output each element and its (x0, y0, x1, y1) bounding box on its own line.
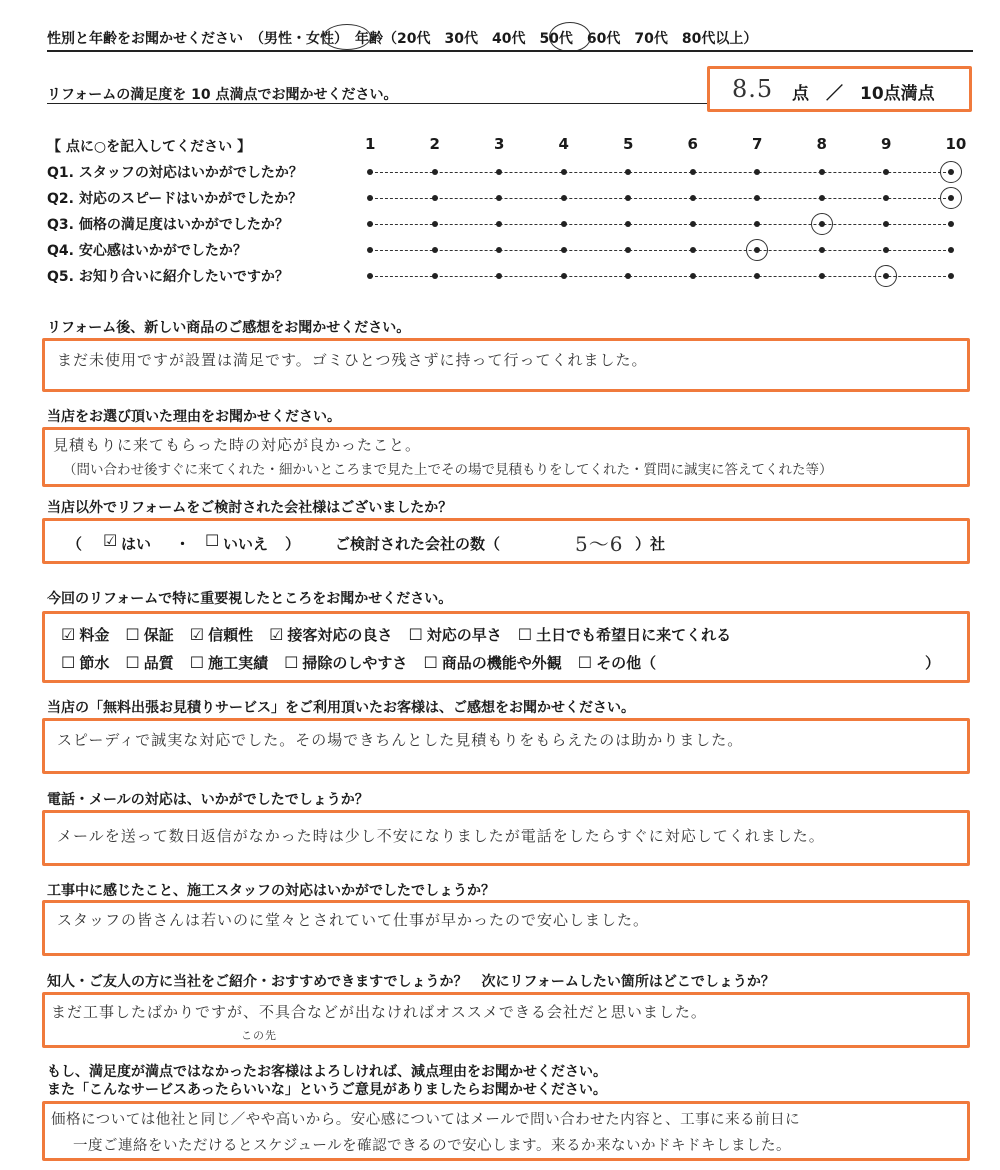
rating-dot-q1-7[interactable] (754, 169, 760, 175)
priority-label: 料金 (79, 626, 110, 644)
recommend-answer: まだ工事したばかりですが、不具合などが出なければオススメできる会社だと思いました。 (51, 1003, 707, 1021)
phone-mail-answer: メールを送って数日返信がなかった時は少し不安になりましたが電話をしたらすぐに対応してくれました。 (57, 827, 825, 845)
estimate-service-question: 当店の「無料出張お見積りサービス」をご利用頂いたお客様は、ご感想をお聞かせください。 (47, 700, 635, 716)
improvement-question-1: もし、満足度が満点ではなかったお客様はよろしければ、減点理由をお聞かせください。 (47, 1064, 607, 1080)
scale-number-2: 2 (429, 135, 440, 153)
rating-dot-q4-8[interactable] (819, 247, 825, 253)
reason-answer-box[interactable] (42, 427, 970, 487)
rating-dot-q1-5[interactable] (625, 169, 631, 175)
oc-separator: ・ (175, 535, 191, 553)
rating-dot-q5-7[interactable] (754, 273, 760, 279)
rating-dot-q3-4[interactable] (561, 221, 567, 227)
construction-answer: スタッフの皆さんは若いのに堂々とされていて仕事が早かったので安心しました。 (57, 911, 650, 929)
rating-dot-q3-9[interactable] (883, 221, 889, 227)
rating-dot-q1-2[interactable] (432, 169, 438, 175)
improvement-answer-box[interactable] (42, 1101, 970, 1161)
rating-question-q5: Q5. お知り合いに紹介したいですか？ (47, 269, 289, 285)
satisfaction-prompt: リフォームの満足度を 10 点満点でお聞かせください。 (47, 87, 398, 103)
priority-option[interactable] (269, 626, 392, 644)
rating-dot-q5-4[interactable] (561, 273, 567, 279)
reason-answer-line1: 見積もりに来てもらった時の対応が良かったこと。 (53, 436, 422, 454)
priorities-box (42, 611, 970, 683)
rating-dot-q5-2[interactable] (432, 273, 438, 279)
checked-box-icon[interactable]: ☑ (269, 625, 284, 644)
priority-label: 施工実績 (208, 654, 269, 672)
no-checkbox[interactable]: ☐ (205, 531, 220, 550)
satisfaction-underline (47, 103, 707, 104)
priority-label: 対応の早さ (426, 626, 502, 644)
rating-dot-q3-10[interactable] (948, 221, 954, 227)
priority-label: 掃除のしやすさ (302, 654, 408, 672)
checked-box-icon[interactable]: ☑ (61, 625, 76, 644)
rating-dot-q4-4[interactable] (561, 247, 567, 253)
priorities-question: 今回のリフォームで特に重要視したところをお聞かせください。 (47, 591, 453, 607)
score-value: 8.5 (732, 75, 774, 103)
recommend-insert-note: この先 (241, 1029, 277, 1042)
rating-dot-q1-4[interactable] (561, 169, 567, 175)
rating-question-q2: Q2. 対応のスピードはいかがでしたか？ (47, 191, 303, 207)
rating-dot-q4-1[interactable] (367, 247, 373, 253)
scale-number-10: 10 (945, 135, 967, 153)
rating-dot-q4-10[interactable] (948, 247, 954, 253)
rating-dot-q3-1[interactable] (367, 221, 373, 227)
rating-dot-q4-5[interactable] (625, 247, 631, 253)
impression-answer-box[interactable] (42, 338, 970, 392)
oc-open-paren: （ (67, 535, 83, 553)
rating-dot-q5-10[interactable] (948, 273, 954, 279)
recommend-question: 知人・ご友人の方に当社をご紹介・おすすめできますでしょうか？ 次にリフォームしたい箇所はどこでしょうか？ (47, 974, 775, 990)
rating-question-q1: Q1. スタッフの対応はいかがでしたか？ (47, 165, 303, 181)
priorities-row-1 (61, 624, 747, 645)
scale-number-4: 4 (558, 135, 569, 153)
rating-dot-q2-8[interactable] (819, 195, 825, 201)
yes-label: はい (121, 535, 152, 553)
impression-answer: まだ未使用ですが設置は満足です。ゴミひとつ残さずに持って行ってくれました。 (57, 351, 648, 369)
header-divider (47, 50, 973, 52)
estimate-service-answer: スピーディで誠実な対応でした。その場できちんとした見積もりをもらえたのは助かりました。 (57, 731, 744, 749)
priority-label: 信頼性 (208, 626, 254, 644)
rating-selected-circle-q1 (940, 161, 962, 183)
priority-label: 節水 (79, 654, 110, 672)
scale-number-6: 6 (687, 135, 698, 153)
company-count-value: 5〜6 (575, 532, 624, 556)
checkbox-icon[interactable]: ☐ (125, 653, 140, 672)
score-box (707, 66, 972, 112)
other-close-paren: ） (925, 654, 941, 672)
priority-label: 保証 (143, 626, 174, 644)
priority-option[interactable] (125, 654, 173, 672)
checkbox-icon[interactable]: ☐ (61, 653, 76, 672)
priority-label: その他（ (596, 654, 657, 672)
rating-dot-q3-7[interactable] (754, 221, 760, 227)
priority-option[interactable] (408, 626, 501, 644)
priority-option[interactable] (284, 654, 407, 672)
checkbox-icon[interactable]: ☐ (189, 653, 205, 672)
construction-question: 工事中に感じたこと、施工スタッフの対応はいかがでしたでしょうか？ (47, 883, 495, 899)
construction-answer-box[interactable] (42, 900, 970, 956)
other-companies-question: 当店以外でリフォームをご検討された会社様はございましたか？ (47, 500, 453, 516)
rating-dot-q4-3[interactable] (496, 247, 502, 253)
checkbox-icon[interactable]: ☐ (408, 625, 423, 644)
rating-selected-circle-q4 (746, 239, 768, 261)
rating-dot-q2-1[interactable] (367, 195, 373, 201)
oc-close-paren: ） (285, 535, 301, 553)
recommend-answer-box[interactable] (42, 992, 970, 1048)
checkbox-icon[interactable]: ☐ (284, 653, 299, 672)
priority-label: 土日でも希望日に来てくれる (536, 626, 732, 644)
rating-dot-q5-8[interactable] (819, 273, 825, 279)
rating-scale-line (370, 250, 951, 251)
rating-question-q3: Q3. 価格の満足度はいかがでしたか？ (47, 217, 289, 233)
rating-dot-q1-8[interactable] (819, 169, 825, 175)
rating-dot-q2-6[interactable] (690, 195, 696, 201)
rating-dot-q4-2[interactable] (432, 247, 438, 253)
priority-option[interactable] (61, 626, 109, 644)
no-label: いいえ (223, 535, 269, 553)
rating-dot-q4-6[interactable] (690, 247, 696, 253)
priority-option[interactable] (125, 626, 173, 644)
gender-age-question: 性別と年齢をお聞かせください （男性・女性） 年齢（20代 30代 40代 50代 60代 70代 80代以上） (47, 31, 758, 47)
rating-dot-q3-2[interactable] (432, 221, 438, 227)
reason-answer-line2: （問い合わせ後すぐに来てくれた・細かいところまで見た上でその場で見積もりをしてくれた・質問に誠実に答えてくれた等） (63, 462, 833, 478)
rating-dot-q1-3[interactable] (496, 169, 502, 175)
improvement-answer-line1: 価格については他社と同じ／やや高いから。安心感についてはメールで問い合わせた内容と、工事に来る前日に (51, 1112, 801, 1128)
priority-option[interactable] (518, 626, 731, 644)
phone-mail-answer-box[interactable] (42, 810, 970, 866)
scale-number-7: 7 (752, 135, 763, 153)
scale-number-1: 1 (365, 135, 376, 153)
rating-dot-q2-9[interactable] (883, 195, 889, 201)
priority-option[interactable] (190, 654, 268, 672)
rating-dot-q3-3[interactable] (496, 221, 502, 227)
rating-scale-line (370, 198, 951, 199)
rating-dot-q5-3[interactable] (496, 273, 502, 279)
rating-dot-q5-6[interactable] (690, 273, 696, 279)
estimate-service-answer-box[interactable] (42, 718, 970, 774)
phone-mail-question: 電話・メールの対応は、いかがでしたでしょうか？ (47, 792, 369, 808)
rating-dot-q2-7[interactable] (754, 195, 760, 201)
improvement-question-2: また「こんなサービスあったらいいな」というご意見がありましたらお聞かせください。 (47, 1082, 607, 1098)
priority-label: 品質 (143, 654, 174, 672)
checkbox-icon[interactable]: ☐ (423, 653, 438, 672)
yes-checkbox[interactable]: ☑ (103, 531, 118, 550)
rating-dot-q5-5[interactable] (625, 273, 631, 279)
score-suffix: 点 ／ 10点満点 (792, 84, 935, 104)
checkbox-icon[interactable]: ☐ (517, 625, 533, 644)
rating-instruction: 【 点に○を記入してください 】 (47, 139, 251, 155)
company-count-suffix: ）社 (635, 535, 666, 553)
rating-selected-circle-q2 (940, 187, 962, 209)
scale-number-9: 9 (881, 135, 892, 153)
scale-number-5: 5 (623, 135, 634, 153)
rating-dot-q4-9[interactable] (883, 247, 889, 253)
checked-box-icon[interactable]: ☑ (189, 625, 205, 644)
rating-dot-q2-4[interactable] (561, 195, 567, 201)
improvement-answer-line2: 一度ご連絡をいただけるとスケジュールを確認できるので安心します。来るか来ないかドキドキしました。 (73, 1138, 791, 1154)
reason-question: 当店をお選び頂いた理由をお聞かせください。 (47, 409, 341, 425)
rating-scale-line (370, 224, 951, 225)
rating-dot-q1-6[interactable] (690, 169, 696, 175)
female-circle-mark (323, 24, 371, 50)
priority-option[interactable] (578, 654, 656, 672)
age-40s-circle-mark (549, 22, 591, 52)
other-companies-box (42, 518, 970, 564)
priority-label: 接客対応の良さ (287, 626, 393, 644)
priority-option[interactable] (61, 654, 109, 672)
priorities-row-2 (61, 652, 672, 673)
priority-option[interactable] (190, 626, 253, 644)
scale-number-3: 3 (494, 135, 505, 153)
rating-selected-circle-q5 (875, 265, 897, 287)
checkbox-icon[interactable]: ☐ (125, 625, 140, 644)
company-count-label: ご検討された会社の数（ (335, 535, 501, 553)
rating-dot-q1-9[interactable] (883, 169, 889, 175)
checkbox-icon[interactable]: ☐ (577, 653, 593, 672)
rating-selected-circle-q3 (811, 213, 833, 235)
rating-dot-q3-6[interactable] (690, 221, 696, 227)
rating-dot-q2-2[interactable] (432, 195, 438, 201)
scale-number-8: 8 (816, 135, 827, 153)
rating-dot-q2-3[interactable] (496, 195, 502, 201)
impression-question: リフォーム後、新しい商品のご感想をお聞かせください。 (47, 320, 411, 336)
rating-dot-q3-5[interactable] (625, 221, 631, 227)
rating-question-q4: Q4. 安心感はいかがでしたか？ (47, 243, 247, 259)
priority-label: 商品の機能や外観 (441, 654, 562, 672)
rating-dot-q2-5[interactable] (625, 195, 631, 201)
rating-dot-q5-1[interactable] (367, 273, 373, 279)
rating-scale-line (370, 276, 951, 277)
rating-scale-line (370, 172, 951, 173)
priority-option[interactable] (423, 654, 561, 672)
rating-dot-q1-1[interactable] (367, 169, 373, 175)
